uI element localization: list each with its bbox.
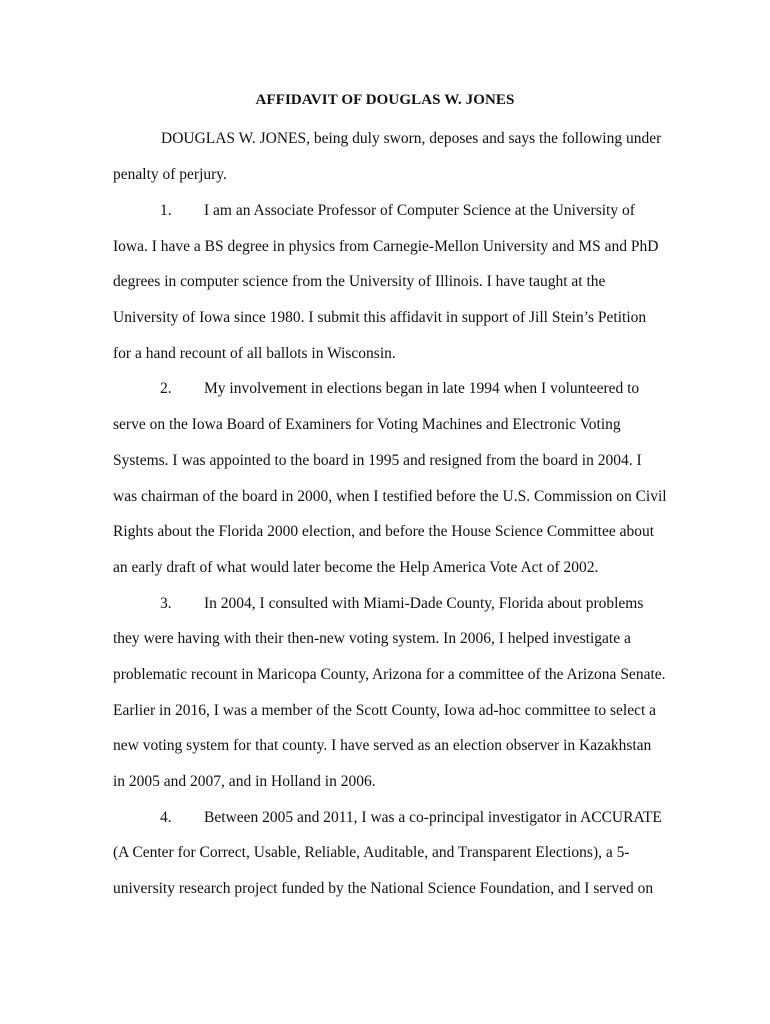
paragraph-3-line-5: new voting system for that county. I have served as an election observer in Kazakhstan: [113, 737, 652, 754]
paragraph-3-line-6: in 2005 and 2007, and in Holland in 2006.: [113, 773, 376, 790]
paragraph-4-line-3: university research project funded by the National Science Foundation, and I served on: [113, 880, 654, 897]
paragraph-2-number: 2.: [160, 380, 172, 397]
paragraph-4-line-2: (A Center for Correct, Usable, Reliable, Auditable, and Transparent Elections), a 5-: [113, 844, 630, 861]
paragraph-3-line-2: they were having with their then-new voting system. In 2006, I helped investigate a: [113, 630, 631, 647]
intro-line-2: penalty of perjury.: [113, 166, 227, 183]
intro-line-1: DOUGLAS W. JONES, being duly sworn, deposes and says the following under: [161, 130, 662, 147]
paragraph-4-line-1: Between 2005 and 2011, I was a co-principal investigator in ACCURATE: [204, 809, 662, 826]
paragraph-2-line-2: serve on the Iowa Board of Examiners for Voting Machines and Electronic Voting: [113, 416, 621, 433]
paragraph-2-line-1: My involvement in elections began in late 1994 when I volunteered to: [204, 380, 640, 397]
paragraph-3-line-4: Earlier in 2016, I was a member of the Scott County, Iowa ad-hoc committee to select a: [113, 702, 657, 719]
paragraph-2-line-5: Rights about the Florida 2000 election, and before the House Science Committee about: [113, 523, 655, 540]
paragraph-1-line-1: I am an Associate Professor of Computer Science at the University of: [204, 202, 635, 219]
paragraph-1-line-5: for a hand recount of all ballots in Wisconsin.: [113, 345, 396, 362]
paragraph-2-line-4: was chairman of the board in 2000, when I testified before the U.S. Commission on Civil: [113, 488, 667, 505]
paragraph-1-number: 1.: [160, 202, 172, 219]
paragraph-2-line-6: an early draft of what would later become the Help America Vote Act of 2002.: [113, 559, 599, 576]
paragraph-3-number: 3.: [160, 595, 172, 612]
document-title: AFFIDAVIT OF DOUGLAS W. JONES: [255, 92, 515, 108]
paragraph-1-line-2: Iowa. I have a BS degree in physics from Carnegie-Mellon University and MS and PhD: [113, 238, 659, 255]
paragraph-1-line-3: degrees in computer science from the University of Illinois. I have taught at the: [113, 273, 606, 290]
paragraph-2-line-3: Systems. I was appointed to the board in 1995 and resigned from the board in 2004. I: [113, 452, 642, 469]
paragraph-3-line-1: In 2004, I consulted with Miami-Dade County, Florida about problems: [204, 595, 644, 612]
paragraph-3-line-3: problematic recount in Maricopa County, Arizona for a committee of the Arizona Senate.: [113, 666, 666, 683]
paragraph-1-line-4: University of Iowa since 1980. I submit this affidavit in support of Jill Stein’s Petition: [113, 309, 647, 326]
paragraph-4-number: 4.: [160, 809, 172, 826]
